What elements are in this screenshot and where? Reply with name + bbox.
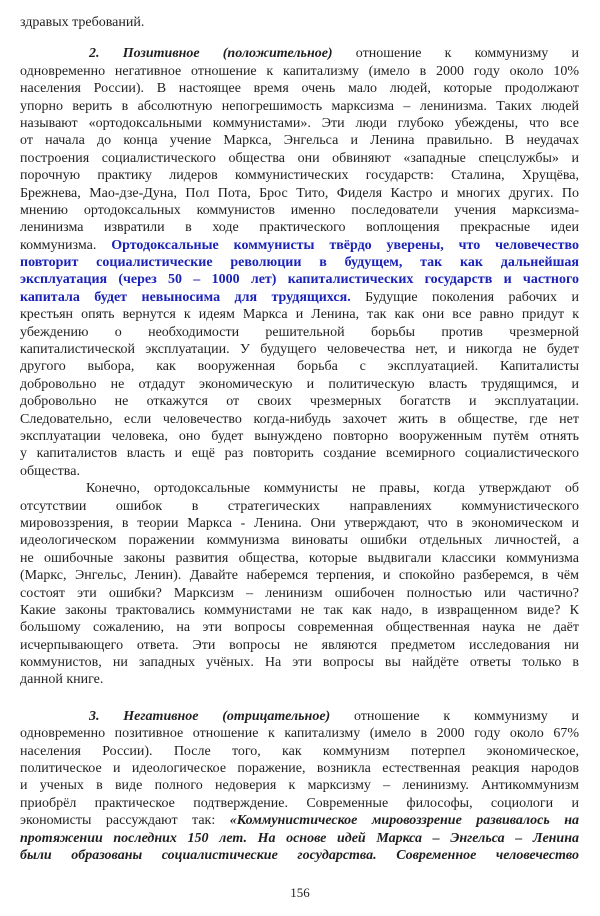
text-segment: другого выбора, как вооруженная борьба с эксплуатацией. Капиталисты — [20, 359, 579, 375]
text-segment: отсутствии ошибок в стратегических направлениях коммунистического — [20, 498, 579, 514]
text-line — [20, 654, 579, 671]
text-segment: упорно верить в абсолютную непогрешимость марксизма – ленинизма. Таких людей — [20, 98, 579, 114]
highlighted-text: эксплуатация (через 50 – 1000 лет) капиталистических государств и частного — [20, 272, 579, 288]
text-segment: крестьян опять вернутся к идеям Маркса и Ленина, так как они все равно придут к — [20, 307, 579, 323]
text-segment: порочную практику лидеров коммунистических государств: Сталина, Хрущёва, — [20, 168, 579, 184]
text-segment: убеждению о необходимости решительной борьбы против чрезмерной — [20, 324, 579, 340]
text-line — [20, 445, 579, 462]
text-line — [20, 760, 579, 777]
text-line — [20, 585, 579, 602]
paragraph-gap — [20, 689, 579, 708]
text-segment: добровольно не отдадут экономическую и политическую власть трудящимся, и — [20, 376, 579, 392]
text-segment: добровольно не откажутся от своих чрезмерных богатств и эксплуатации. — [20, 394, 579, 410]
emphasized-text: были образованы социалистические государства. Современное человечество — [20, 847, 579, 863]
text-segment: построения социалистического общества они обвиняют «западные спецслужбы» и — [20, 150, 579, 166]
text-segment: идеологическом поражении коммунизма виноваты ошибки отдельных личностей, а — [20, 533, 579, 549]
text-line — [20, 150, 579, 167]
text-line — [20, 480, 579, 497]
text-line — [20, 254, 579, 271]
text-line — [20, 271, 579, 288]
text-line — [20, 619, 579, 636]
text-segment: Брежнева, Мао-дзе-Дуна, Пол Пота, Брос Тито, Фиделя Кастро и многих других. По — [20, 185, 579, 201]
text-line — [20, 567, 579, 584]
text-line — [20, 185, 579, 202]
text-line — [20, 219, 579, 236]
text-line — [20, 167, 579, 184]
text-line — [20, 14, 579, 31]
text-segment: ленинизма извратили в ходе практического воплощения прекрасные идеи — [20, 220, 579, 236]
text-segment: одновременно негативное отношение к капитализму (имело в 2000 году около 10% — [20, 63, 579, 79]
text-segment: Конечно, ортодоксальные коммунисты не правы, когда утверждают об — [86, 481, 579, 497]
text-line — [20, 777, 579, 794]
text-line — [20, 602, 579, 619]
text-line — [20, 830, 579, 847]
text-line — [20, 237, 579, 254]
text-line — [20, 637, 579, 654]
text-segment: капиталистической эксплуатации. У будущего человечества нет, и никогда не будет — [20, 342, 579, 358]
text-segment: общества. — [20, 463, 80, 479]
emphasized-text: протяжении последних 150 лет. На основе идей Маркса – Энгельса – Ленина — [20, 830, 579, 846]
text-segment: населения России). После того, как коммунизм потерпел экономическое, — [20, 743, 579, 759]
text-segment: одновременно позитивное отношение к капитализму (имело в 2000 году около 67% — [20, 726, 579, 742]
text-line — [20, 115, 579, 132]
highlighted-text: капитала будет невыносима для трудящихся. — [20, 289, 351, 305]
text-line — [20, 411, 579, 428]
text-segment: большому сожалению, на эти вопросы современная общественная наука не даёт — [20, 620, 579, 636]
text-line — [20, 743, 579, 760]
document-body — [20, 14, 579, 864]
text-line — [20, 306, 579, 323]
text-line — [20, 532, 579, 549]
text-segment: населения России). В настоящее время очень мало людей, которые продолжают — [20, 81, 579, 97]
text-segment: исчерпывающего ответа. Эти вопросы не являются предметом исследования ни — [20, 637, 579, 653]
emphasized-text: «Коммунистическое мировоззрение развивалось на — [229, 813, 579, 829]
text-segment: состоят эти ошибки? Марксизм – ленинизм ошибочен полностью или частично? — [20, 585, 579, 601]
text-segment: политическое и идеологическое поражение, возникла естественная реакция народов — [20, 761, 579, 777]
emphasized-text: 3. Негативное (отрицательное) — [89, 708, 331, 724]
text-line — [20, 80, 579, 97]
highlighted-text: повторит социалистические революции в будущем, так как дальнейшая — [20, 255, 579, 271]
text-segment: коммунистов, ни западных учёных. На эти вопросы вы найдёте ответы только в — [20, 655, 579, 671]
text-line — [20, 358, 579, 375]
text-line — [20, 324, 579, 341]
text-segment: Какие законы трактовались коммунистами не так как надо, в извращенном виде? К — [20, 602, 579, 618]
text-line — [20, 98, 579, 115]
text-segment: называют «ортодоксальными коммунистами». Эти люди глубоко убеждены, что все — [20, 115, 579, 131]
text-line — [20, 202, 579, 219]
text-line — [20, 847, 579, 864]
text-segment: Следовательно, если человечество когда-нибудь захочет жить в обществе, где нет — [20, 411, 579, 427]
paragraph-gap — [20, 31, 579, 45]
text-segment: и ученых в виде полного недоверия к марксизму – ленинизму. Антикоммунизм — [20, 778, 579, 794]
text-line — [20, 725, 579, 742]
text-line — [20, 795, 579, 812]
text-line — [20, 393, 579, 410]
text-segment: эксплуатации человека, оно будет вынуждено повторно вооруженным путём отнять — [20, 428, 579, 444]
text-segment: Будущие поколения рабочих и — [350, 289, 579, 305]
text-line — [20, 498, 579, 515]
text-line — [20, 63, 579, 80]
page-number: 156 — [290, 885, 310, 900]
text-line — [20, 550, 579, 567]
text-segment: мнению ортодоксальных коммунистов именно последователи учения марксизма- — [20, 202, 579, 218]
text-line — [20, 812, 579, 829]
text-line — [20, 428, 579, 445]
text-segment: от начала до конца учение Маркса, Энгельса и Ленина правильно. В неудачах — [20, 133, 579, 149]
text-segment: отношение к коммунизму и — [330, 708, 579, 724]
text-segment: (Маркс, Энгельс, Ленин). Давайте наберемся терпения, и спокойно разберемся, в чём — [20, 568, 579, 584]
text-line — [20, 341, 579, 358]
text-segment: здравых требований. — [20, 15, 145, 30]
emphasized-text: 2. Позитивное (положительное) — [89, 46, 333, 62]
text-segment: коммунизма. — [20, 237, 112, 253]
text-line — [20, 463, 579, 480]
text-line — [20, 289, 579, 306]
text-line — [20, 376, 579, 393]
text-line — [20, 708, 579, 725]
text-line — [20, 671, 579, 688]
text-segment: мировоззрения, в теории Маркса - Ленина. Они утверждают, что в экономическом и — [20, 515, 579, 531]
text-segment: у капиталистов власть и ещё раз повторить создание всемирного социалистического — [20, 446, 579, 462]
text-segment: не ошибочные законы развития общества, которые выдвигали классики коммунизма — [20, 550, 579, 566]
highlighted-text: Ортодоксальные коммунисты твёрдо уверены, что человечество — [111, 237, 579, 253]
text-segment: данной книге. — [20, 672, 104, 688]
text-line — [20, 515, 579, 532]
text-segment: экономисты рассуждают так: — [20, 813, 230, 829]
text-segment: отношение к коммунизму и — [332, 46, 579, 62]
text-line — [20, 45, 579, 62]
text-segment: приобрёл практическое подтверждение. Современные философы, социологи и — [20, 795, 579, 811]
text-line — [20, 132, 579, 149]
